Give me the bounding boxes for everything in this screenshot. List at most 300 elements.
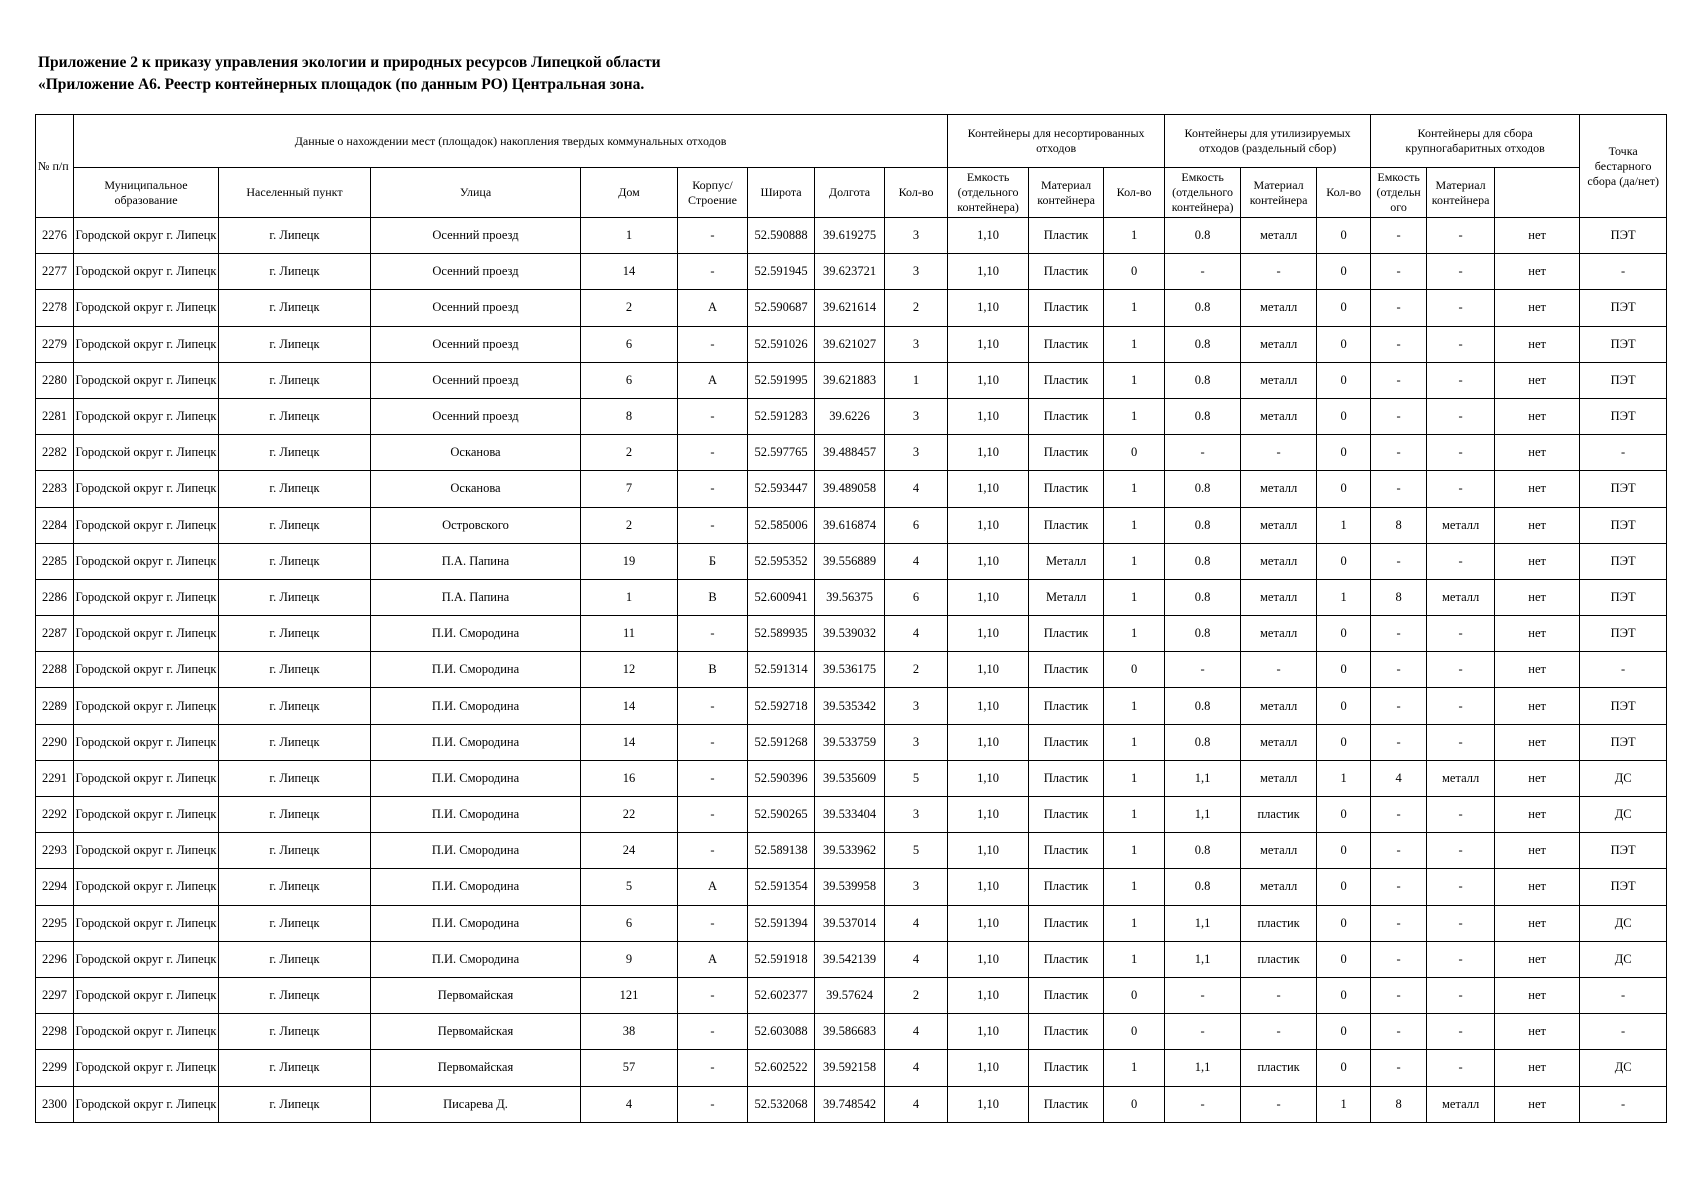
cell-recyclable-count: 1 bbox=[1104, 724, 1165, 760]
cell-bulk-point: нет bbox=[1495, 507, 1580, 543]
cell-bulky-count: 0 bbox=[1317, 941, 1371, 977]
cell-recyclable-count: 1 bbox=[1104, 760, 1165, 796]
cell-bulky-count: 0 bbox=[1317, 543, 1371, 579]
cell-building: - bbox=[678, 688, 748, 724]
cell-municipality: Городской округ г. Липецк bbox=[74, 652, 219, 688]
cell-street: П.И. Смородина bbox=[371, 833, 581, 869]
cell-settlement: г. Липецк bbox=[219, 905, 371, 941]
cell-note: - bbox=[1580, 435, 1667, 471]
cell-street: Осенний проезд bbox=[371, 326, 581, 362]
cell-settlement: г. Липецк bbox=[219, 724, 371, 760]
cell-building: - bbox=[678, 977, 748, 1013]
cell-unsorted-count: 3 bbox=[885, 797, 948, 833]
cell-lon: 39.57624 bbox=[815, 977, 885, 1013]
cell-house: 14 bbox=[581, 254, 678, 290]
cell-bulky-count: 0 bbox=[1317, 688, 1371, 724]
cell-unsorted-material: Пластик bbox=[1029, 616, 1104, 652]
cell-bulky-capacity: 8 bbox=[1371, 507, 1427, 543]
cell-unsorted-count: 2 bbox=[885, 290, 948, 326]
cell-recyclable-material: металл bbox=[1241, 398, 1317, 434]
cell-unsorted-capacity: 1,10 bbox=[948, 398, 1029, 434]
cell-bulky-capacity: - bbox=[1371, 688, 1427, 724]
cell-unsorted-material: Пластик bbox=[1029, 905, 1104, 941]
cell-bulky-capacity: - bbox=[1371, 833, 1427, 869]
cell-npp: 2293 bbox=[36, 833, 74, 869]
cell-bulky-count: 1 bbox=[1317, 1086, 1371, 1122]
header-recyclable-count: Кол-во bbox=[1104, 168, 1165, 218]
cell-lon: 39.619275 bbox=[815, 218, 885, 254]
cell-lat: 52.591314 bbox=[748, 652, 815, 688]
cell-note: - bbox=[1580, 1086, 1667, 1122]
cell-municipality: Городской округ г. Липецк bbox=[74, 724, 219, 760]
cell-municipality: Городской округ г. Липецк bbox=[74, 1050, 219, 1086]
cell-settlement: г. Липецк bbox=[219, 652, 371, 688]
cell-settlement: г. Липецк bbox=[219, 435, 371, 471]
cell-recyclable-capacity: 0.8 bbox=[1165, 471, 1241, 507]
cell-recyclable-capacity: 0.8 bbox=[1165, 398, 1241, 434]
cell-municipality: Городской округ г. Липецк bbox=[74, 471, 219, 507]
cell-recyclable-material: пластик bbox=[1241, 905, 1317, 941]
cell-unsorted-count: 4 bbox=[885, 471, 948, 507]
cell-settlement: г. Липецк bbox=[219, 290, 371, 326]
cell-lat: 52.597765 bbox=[748, 435, 815, 471]
cell-recyclable-count: 0 bbox=[1104, 652, 1165, 688]
cell-recyclable-count: 1 bbox=[1104, 398, 1165, 434]
table-row bbox=[36, 290, 1667, 326]
cell-bulk-point: нет bbox=[1495, 543, 1580, 579]
cell-bulky-capacity: - bbox=[1371, 435, 1427, 471]
cell-lat: 52.593447 bbox=[748, 471, 815, 507]
cell-bulky-count: 0 bbox=[1317, 652, 1371, 688]
cell-npp: 2276 bbox=[36, 218, 74, 254]
table-row bbox=[36, 507, 1667, 543]
cell-unsorted-material: Пластик bbox=[1029, 254, 1104, 290]
cell-house: 16 bbox=[581, 760, 678, 796]
cell-unsorted-material: Пластик bbox=[1029, 869, 1104, 905]
cell-bulky-material: - bbox=[1427, 941, 1495, 977]
cell-street: П.И. Смородина bbox=[371, 688, 581, 724]
cell-lat: 52.590687 bbox=[748, 290, 815, 326]
cell-settlement: г. Липецк bbox=[219, 1086, 371, 1122]
cell-unsorted-capacity: 1,10 bbox=[948, 1050, 1029, 1086]
cell-bulky-count: 0 bbox=[1317, 326, 1371, 362]
cell-settlement: г. Липецк bbox=[219, 760, 371, 796]
header-recyclable-capacity: Емкость (отдельного контейнера) bbox=[1165, 168, 1241, 218]
cell-lon: 39.488457 bbox=[815, 435, 885, 471]
cell-building: - bbox=[678, 905, 748, 941]
cell-street: Осканова bbox=[371, 471, 581, 507]
cell-recyclable-count: 1 bbox=[1104, 869, 1165, 905]
cell-settlement: г. Липецк bbox=[219, 941, 371, 977]
cell-house: 57 bbox=[581, 1050, 678, 1086]
cell-house: 14 bbox=[581, 724, 678, 760]
cell-municipality: Городской округ г. Липецк bbox=[74, 941, 219, 977]
table-row bbox=[36, 579, 1667, 615]
cell-bulky-material: - bbox=[1427, 471, 1495, 507]
cell-note: ПЭТ bbox=[1580, 579, 1667, 615]
cell-unsorted-capacity: 1,10 bbox=[948, 797, 1029, 833]
header-bulky-capacity: Емкость (отдельн ого bbox=[1371, 168, 1427, 218]
cell-bulk-point: нет bbox=[1495, 869, 1580, 905]
cell-lon: 39.556889 bbox=[815, 543, 885, 579]
cell-unsorted-capacity: 1,10 bbox=[948, 616, 1029, 652]
cell-unsorted-capacity: 1,10 bbox=[948, 290, 1029, 326]
cell-bulk-point: нет bbox=[1495, 905, 1580, 941]
cell-settlement: г. Липецк bbox=[219, 869, 371, 905]
cell-unsorted-material: Пластик bbox=[1029, 435, 1104, 471]
cell-street: Осенний проезд bbox=[371, 362, 581, 398]
cell-bulky-material: металл bbox=[1427, 579, 1495, 615]
cell-building: - bbox=[678, 760, 748, 796]
cell-note: - bbox=[1580, 1014, 1667, 1050]
cell-note: - bbox=[1580, 254, 1667, 290]
header-house: Дом bbox=[581, 168, 678, 218]
header-municipality: Муниципальное образование bbox=[74, 168, 219, 218]
header-building: Корпус/ Строение bbox=[678, 168, 748, 218]
cell-unsorted-material: Пластик bbox=[1029, 326, 1104, 362]
cell-npp: 2277 bbox=[36, 254, 74, 290]
cell-recyclable-capacity: - bbox=[1165, 435, 1241, 471]
table-row bbox=[36, 724, 1667, 760]
cell-lon: 39.533962 bbox=[815, 833, 885, 869]
cell-recyclable-capacity: 0.8 bbox=[1165, 616, 1241, 652]
cell-unsorted-count: 3 bbox=[885, 435, 948, 471]
cell-bulky-material: - bbox=[1427, 688, 1495, 724]
cell-unsorted-count: 3 bbox=[885, 218, 948, 254]
cell-unsorted-capacity: 1,10 bbox=[948, 218, 1029, 254]
table-row bbox=[36, 797, 1667, 833]
cell-recyclable-count: 1 bbox=[1104, 579, 1165, 615]
cell-municipality: Городской округ г. Липецк bbox=[74, 688, 219, 724]
cell-street: Осенний проезд bbox=[371, 218, 581, 254]
table-row bbox=[36, 688, 1667, 724]
cell-bulky-count: 0 bbox=[1317, 1014, 1371, 1050]
cell-bulky-capacity: 8 bbox=[1371, 1086, 1427, 1122]
cell-bulk-point: нет bbox=[1495, 977, 1580, 1013]
cell-municipality: Городской округ г. Липецк bbox=[74, 290, 219, 326]
cell-note: ПЭТ bbox=[1580, 724, 1667, 760]
cell-lon: 39.535342 bbox=[815, 688, 885, 724]
cell-note: ПЭТ bbox=[1580, 688, 1667, 724]
cell-bulky-material: металл bbox=[1427, 507, 1495, 543]
cell-recyclable-count: 1 bbox=[1104, 471, 1165, 507]
header-bulky-material: Материал контейнера bbox=[1427, 168, 1495, 218]
cell-bulk-point: нет bbox=[1495, 326, 1580, 362]
cell-recyclable-material: металл bbox=[1241, 760, 1317, 796]
cell-recyclable-material: - bbox=[1241, 652, 1317, 688]
table-row bbox=[36, 1086, 1667, 1122]
cell-unsorted-count: 6 bbox=[885, 579, 948, 615]
title-line-2: «Приложение А6. Реестр контейнерных площадок (по данным РО) Центральная зона. bbox=[38, 76, 645, 93]
cell-recyclable-capacity: 0.8 bbox=[1165, 688, 1241, 724]
cell-bulk-point: нет bbox=[1495, 290, 1580, 326]
cell-bulk-point: нет bbox=[1495, 833, 1580, 869]
cell-street: Первомайская bbox=[371, 1014, 581, 1050]
cell-lon: 39.533404 bbox=[815, 797, 885, 833]
cell-unsorted-count: 3 bbox=[885, 688, 948, 724]
cell-recyclable-material: металл bbox=[1241, 362, 1317, 398]
cell-bulky-count: 0 bbox=[1317, 435, 1371, 471]
cell-bulky-count: 1 bbox=[1317, 507, 1371, 543]
cell-lat: 52.595352 bbox=[748, 543, 815, 579]
cell-recyclable-material: металл bbox=[1241, 869, 1317, 905]
cell-bulky-material: - bbox=[1427, 543, 1495, 579]
cell-unsorted-capacity: 1,10 bbox=[948, 941, 1029, 977]
cell-bulky-capacity: - bbox=[1371, 218, 1427, 254]
cell-bulky-count: 0 bbox=[1317, 362, 1371, 398]
cell-recyclable-count: 0 bbox=[1104, 1014, 1165, 1050]
cell-bulk-point: нет bbox=[1495, 218, 1580, 254]
cell-recyclable-material: - bbox=[1241, 254, 1317, 290]
cell-bulky-capacity: - bbox=[1371, 326, 1427, 362]
cell-note: - bbox=[1580, 977, 1667, 1013]
cell-npp: 2286 bbox=[36, 579, 74, 615]
header-location-group: Данные о нахождении мест (площадок) накопления твердых коммунальных отходов bbox=[74, 115, 948, 168]
cell-unsorted-count: 3 bbox=[885, 254, 948, 290]
cell-recyclable-count: 1 bbox=[1104, 905, 1165, 941]
cell-municipality: Городской округ г. Липецк bbox=[74, 1014, 219, 1050]
cell-recyclable-count: 1 bbox=[1104, 290, 1165, 326]
cell-building: - bbox=[678, 797, 748, 833]
table-row bbox=[36, 362, 1667, 398]
cell-street: Островского bbox=[371, 507, 581, 543]
cell-municipality: Городской округ г. Липецк bbox=[74, 326, 219, 362]
cell-building: - bbox=[678, 1050, 748, 1086]
cell-note: ПЭТ bbox=[1580, 326, 1667, 362]
cell-recyclable-count: 1 bbox=[1104, 362, 1165, 398]
cell-house: 1 bbox=[581, 218, 678, 254]
cell-unsorted-count: 2 bbox=[885, 977, 948, 1013]
cell-bulky-capacity: - bbox=[1371, 1050, 1427, 1086]
cell-npp: 2283 bbox=[36, 471, 74, 507]
cell-bulky-count: 0 bbox=[1317, 724, 1371, 760]
cell-unsorted-capacity: 1,10 bbox=[948, 869, 1029, 905]
cell-lon: 39.586683 bbox=[815, 1014, 885, 1050]
cell-bulky-count: 0 bbox=[1317, 398, 1371, 434]
table-row bbox=[36, 905, 1667, 941]
cell-npp: 2296 bbox=[36, 941, 74, 977]
cell-npp: 2291 bbox=[36, 760, 74, 796]
cell-unsorted-material: Пластик bbox=[1029, 833, 1104, 869]
cell-street: П.И. Смородина bbox=[371, 616, 581, 652]
cell-settlement: г. Липецк bbox=[219, 977, 371, 1013]
cell-lon: 39.536175 bbox=[815, 652, 885, 688]
cell-bulky-count: 1 bbox=[1317, 760, 1371, 796]
cell-recyclable-count: 1 bbox=[1104, 543, 1165, 579]
cell-recyclable-material: металл bbox=[1241, 616, 1317, 652]
cell-note: ПЭТ bbox=[1580, 507, 1667, 543]
cell-bulky-material: - bbox=[1427, 652, 1495, 688]
cell-municipality: Городской округ г. Липецк bbox=[74, 254, 219, 290]
cell-bulky-capacity: - bbox=[1371, 398, 1427, 434]
cell-unsorted-capacity: 1,10 bbox=[948, 362, 1029, 398]
cell-recyclable-material: - bbox=[1241, 1014, 1317, 1050]
table-row bbox=[36, 1050, 1667, 1086]
cell-lat: 52.590888 bbox=[748, 218, 815, 254]
cell-unsorted-count: 4 bbox=[885, 1050, 948, 1086]
cell-recyclable-count: 0 bbox=[1104, 435, 1165, 471]
cell-house: 2 bbox=[581, 290, 678, 326]
cell-municipality: Городской округ г. Липецк bbox=[74, 977, 219, 1013]
cell-unsorted-count: 5 bbox=[885, 833, 948, 869]
cell-unsorted-count: 4 bbox=[885, 543, 948, 579]
header-unsorted-count: Кол-во bbox=[885, 168, 948, 218]
cell-lat: 52.592718 bbox=[748, 688, 815, 724]
table-row bbox=[36, 398, 1667, 434]
cell-bulk-point: нет bbox=[1495, 941, 1580, 977]
cell-bulky-capacity: - bbox=[1371, 977, 1427, 1013]
cell-bulky-capacity: - bbox=[1371, 254, 1427, 290]
cell-bulk-point: нет bbox=[1495, 1086, 1580, 1122]
cell-lat: 52.591945 bbox=[748, 254, 815, 290]
cell-recyclable-material: металл bbox=[1241, 471, 1317, 507]
cell-recyclable-count: 1 bbox=[1104, 797, 1165, 833]
cell-lat: 52.591394 bbox=[748, 905, 815, 941]
cell-recyclable-material: металл bbox=[1241, 218, 1317, 254]
cell-bulky-material: - bbox=[1427, 797, 1495, 833]
cell-house: 2 bbox=[581, 507, 678, 543]
cell-recyclable-material: пластик bbox=[1241, 941, 1317, 977]
cell-municipality: Городской округ г. Липецк bbox=[74, 905, 219, 941]
cell-recyclable-capacity: 0.8 bbox=[1165, 579, 1241, 615]
cell-settlement: г. Липецк bbox=[219, 326, 371, 362]
cell-lon: 39.533759 bbox=[815, 724, 885, 760]
cell-npp: 2295 bbox=[36, 905, 74, 941]
cell-bulk-point: нет bbox=[1495, 362, 1580, 398]
cell-lon: 39.56375 bbox=[815, 579, 885, 615]
cell-bulky-capacity: - bbox=[1371, 362, 1427, 398]
cell-bulk-point: нет bbox=[1495, 797, 1580, 833]
cell-unsorted-count: 3 bbox=[885, 398, 948, 434]
cell-recyclable-capacity: 0.8 bbox=[1165, 218, 1241, 254]
cell-recyclable-capacity: 0.8 bbox=[1165, 362, 1241, 398]
cell-note: ПЭТ bbox=[1580, 398, 1667, 434]
cell-building: - bbox=[678, 616, 748, 652]
cell-bulky-capacity: - bbox=[1371, 471, 1427, 507]
cell-unsorted-material: Пластик bbox=[1029, 1086, 1104, 1122]
cell-recyclable-capacity: 1,1 bbox=[1165, 905, 1241, 941]
cell-house: 24 bbox=[581, 833, 678, 869]
header-settlement: Населенный пункт bbox=[219, 168, 371, 218]
table-row bbox=[36, 977, 1667, 1013]
cell-recyclable-capacity: 0.8 bbox=[1165, 543, 1241, 579]
cell-unsorted-material: Пластик bbox=[1029, 471, 1104, 507]
cell-unsorted-material: Пластик bbox=[1029, 507, 1104, 543]
cell-npp: 2281 bbox=[36, 398, 74, 434]
cell-recyclable-capacity: 0.8 bbox=[1165, 290, 1241, 326]
cell-municipality: Городской округ г. Липецк bbox=[74, 435, 219, 471]
cell-bulky-material: - bbox=[1427, 977, 1495, 1013]
table-body bbox=[36, 218, 1667, 1123]
cell-unsorted-capacity: 1,10 bbox=[948, 326, 1029, 362]
cell-recyclable-count: 1 bbox=[1104, 326, 1165, 362]
cell-lon: 39.621614 bbox=[815, 290, 885, 326]
cell-municipality: Городской округ г. Липецк bbox=[74, 362, 219, 398]
cell-npp: 2278 bbox=[36, 290, 74, 326]
cell-unsorted-material: Пластик bbox=[1029, 218, 1104, 254]
cell-recyclable-capacity: - bbox=[1165, 977, 1241, 1013]
table-row bbox=[36, 543, 1667, 579]
cell-recyclable-capacity: - bbox=[1165, 1014, 1241, 1050]
cell-bulk-point: нет bbox=[1495, 760, 1580, 796]
cell-lat: 52.602377 bbox=[748, 977, 815, 1013]
header-bulky-group: Контейнеры для сбора крупногабаритных отходов bbox=[1371, 115, 1580, 168]
cell-lat: 52.590396 bbox=[748, 760, 815, 796]
cell-bulky-material: - bbox=[1427, 616, 1495, 652]
cell-bulky-capacity: - bbox=[1371, 290, 1427, 326]
cell-building: - bbox=[678, 1014, 748, 1050]
cell-recyclable-material: металл bbox=[1241, 543, 1317, 579]
cell-bulk-point: нет bbox=[1495, 616, 1580, 652]
cell-bulky-count: 0 bbox=[1317, 977, 1371, 1013]
cell-lon: 39.621883 bbox=[815, 362, 885, 398]
cell-house: 2 bbox=[581, 435, 678, 471]
cell-bulky-capacity: 4 bbox=[1371, 760, 1427, 796]
cell-municipality: Городской округ г. Липецк bbox=[74, 218, 219, 254]
cell-recyclable-count: 1 bbox=[1104, 616, 1165, 652]
cell-note: ДС bbox=[1580, 941, 1667, 977]
cell-bulky-material: - bbox=[1427, 326, 1495, 362]
cell-municipality: Городской округ г. Липецк bbox=[74, 507, 219, 543]
cell-lat: 52.589138 bbox=[748, 833, 815, 869]
cell-house: 12 bbox=[581, 652, 678, 688]
cell-npp: 2297 bbox=[36, 977, 74, 1013]
cell-npp: 2299 bbox=[36, 1050, 74, 1086]
cell-bulky-material: - bbox=[1427, 1050, 1495, 1086]
cell-street: Осканова bbox=[371, 435, 581, 471]
cell-building: А bbox=[678, 362, 748, 398]
cell-municipality: Городской округ г. Липецк bbox=[74, 833, 219, 869]
cell-lat: 52.591918 bbox=[748, 941, 815, 977]
cell-bulky-material: - bbox=[1427, 869, 1495, 905]
cell-recyclable-count: 1 bbox=[1104, 941, 1165, 977]
cell-municipality: Городской округ г. Липецк bbox=[74, 1086, 219, 1122]
cell-settlement: г. Липецк bbox=[219, 1050, 371, 1086]
table-row bbox=[36, 652, 1667, 688]
cell-settlement: г. Липецк bbox=[219, 688, 371, 724]
cell-lon: 39.537014 bbox=[815, 905, 885, 941]
cell-municipality: Городской округ г. Липецк bbox=[74, 869, 219, 905]
cell-unsorted-material: Пластик bbox=[1029, 977, 1104, 1013]
cell-building: - bbox=[678, 326, 748, 362]
cell-bulky-material: - bbox=[1427, 218, 1495, 254]
cell-lon: 39.542139 bbox=[815, 941, 885, 977]
cell-npp: 2287 bbox=[36, 616, 74, 652]
cell-bulky-material: - bbox=[1427, 724, 1495, 760]
cell-note: ПЭТ bbox=[1580, 543, 1667, 579]
cell-house: 14 bbox=[581, 688, 678, 724]
cell-recyclable-capacity: 1,1 bbox=[1165, 760, 1241, 796]
cell-unsorted-material: Пластик bbox=[1029, 1050, 1104, 1086]
cell-note: ДС bbox=[1580, 905, 1667, 941]
cell-bulky-count: 0 bbox=[1317, 797, 1371, 833]
cell-building: А bbox=[678, 869, 748, 905]
cell-unsorted-material: Пластик bbox=[1029, 398, 1104, 434]
cell-bulky-count: 0 bbox=[1317, 471, 1371, 507]
cell-settlement: г. Липецк bbox=[219, 218, 371, 254]
cell-street: П.И. Смородина bbox=[371, 724, 581, 760]
cell-bulky-capacity: - bbox=[1371, 797, 1427, 833]
cell-unsorted-material: Пластик bbox=[1029, 688, 1104, 724]
cell-bulky-material: - bbox=[1427, 435, 1495, 471]
cell-building: В bbox=[678, 652, 748, 688]
cell-lon: 39.623721 bbox=[815, 254, 885, 290]
cell-bulky-capacity: - bbox=[1371, 543, 1427, 579]
cell-bulky-material: металл bbox=[1427, 1086, 1495, 1122]
cell-house: 121 bbox=[581, 977, 678, 1013]
cell-recyclable-count: 1 bbox=[1104, 1050, 1165, 1086]
header-lat: Широта bbox=[748, 168, 815, 218]
